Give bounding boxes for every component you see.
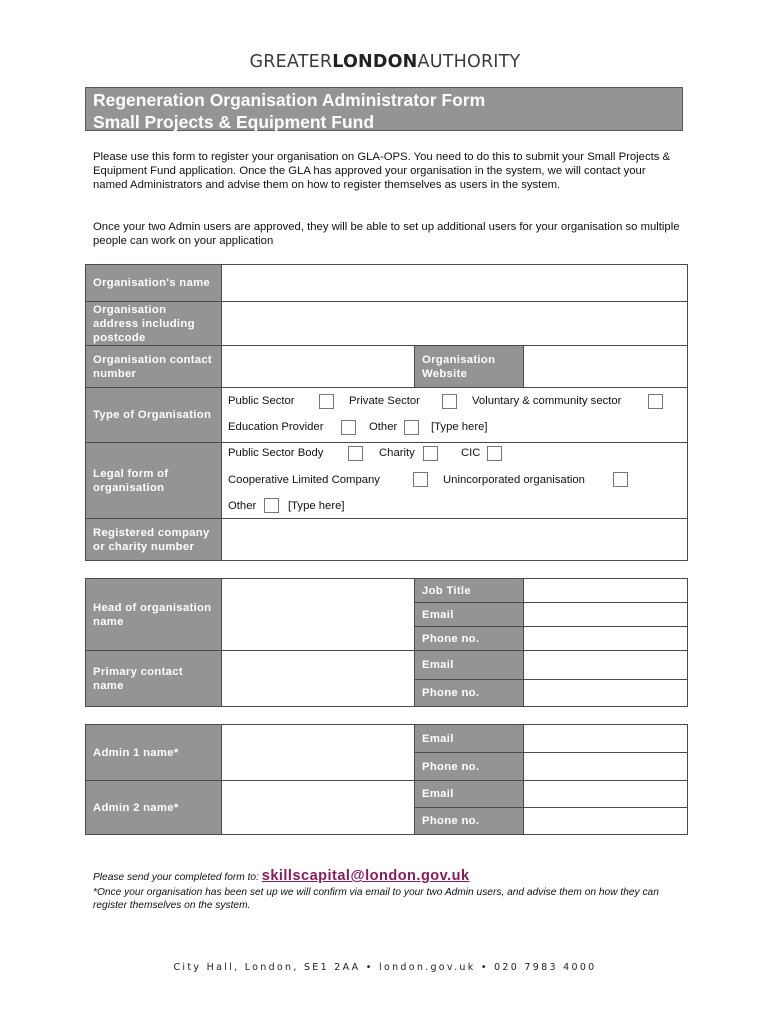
option-charity-label: Charity (379, 447, 415, 459)
admin1-name-label: Admin 1 name* (85, 724, 222, 781)
private-sector-checkbox[interactable] (442, 394, 457, 409)
contact-number-label: Organisation contact number (85, 345, 222, 388)
registered-number-field[interactable] (221, 518, 688, 561)
intro-paragraph-2: Once your two Admin users are approved, they will be able to set up additional users for your organisation so multiple people can work on your application (93, 221, 680, 247)
cooperative-checkbox[interactable] (413, 472, 428, 487)
website-label: Organisation Website (414, 345, 524, 388)
head-phone-label: Phone no. (414, 626, 524, 651)
intro-paragraph-1: Please use this form to register your organisation on GLA-OPS. You need to do this to submit your Small Projects & Equipment Fund application. Once the GLA has approved your organisation in the system, we will contact your named Administrators and advise them on how to register themselves as users in the system. (93, 151, 671, 191)
type-of-organisation-label: Type of Organisation (85, 387, 222, 443)
other-type-text-field[interactable]: [Type here] (431, 421, 488, 433)
admin1-phone-label: Phone no. (414, 752, 524, 781)
form-title (85, 87, 683, 131)
option-cic-label: CIC (461, 447, 481, 459)
voluntary-sector-checkbox[interactable] (648, 394, 663, 409)
option-other-type-label: Other (369, 421, 398, 433)
send-instructions (93, 868, 470, 884)
admin1-name-field[interactable] (221, 724, 415, 781)
public-sector-body-checkbox[interactable] (348, 446, 363, 461)
org-name-label: Organisation's name (85, 264, 222, 302)
form-title-line2: Small Projects & Equipment Fund (93, 112, 375, 132)
admin1-email-field[interactable] (523, 724, 688, 753)
admin2-name-field[interactable] (221, 780, 415, 835)
option-unincorporated-label: Unincorporated organisation (443, 474, 585, 486)
cic-checkbox[interactable] (487, 446, 502, 461)
head-of-organisation-label: Head of organisation name (85, 578, 222, 651)
admin2-email-label: Email (414, 780, 524, 808)
registered-number-label: Registered company or charity number (85, 518, 222, 561)
primary-email-field[interactable] (523, 650, 688, 680)
primary-contact-field[interactable] (221, 650, 415, 707)
option-other-legal-label: Other (228, 500, 257, 512)
education-provider-checkbox[interactable] (341, 420, 356, 435)
charity-checkbox[interactable] (423, 446, 438, 461)
footer-address: City Hall, London, SE1 2AA • london.gov.uk • 020 7983 4000 (173, 962, 597, 973)
head-email-label: Email (414, 602, 524, 627)
org-name-field[interactable] (221, 264, 688, 302)
admin2-phone-field[interactable] (523, 807, 688, 835)
form-title-line1: Regeneration Organisation Administrator Form (93, 90, 486, 110)
option-public-sector-label: Public Sector (228, 395, 295, 407)
head-email-field[interactable] (523, 602, 688, 627)
primary-phone-label: Phone no. (414, 679, 524, 707)
option-coop-label: Cooperative Limited Company (228, 474, 380, 486)
logo-text-greater: GREATER (249, 52, 333, 72)
job-title-label: Job Title (414, 578, 524, 603)
option-voluntary-label: Voluntary & community sector (472, 395, 622, 407)
other-type-checkbox[interactable] (404, 420, 419, 435)
head-phone-field[interactable] (523, 626, 688, 651)
option-education-label: Education Provider (228, 421, 324, 433)
primary-contact-label: Primary contact name (85, 650, 222, 707)
unincorporated-checkbox[interactable] (613, 472, 628, 487)
logo-text-authority: AUTHORITY (417, 52, 521, 72)
job-title-field[interactable] (523, 578, 688, 603)
logo-text-london: LONDON (332, 52, 418, 72)
head-of-organisation-field[interactable] (221, 578, 415, 651)
public-sector-checkbox[interactable] (319, 394, 334, 409)
legal-form-label: Legal form of organisation (85, 442, 222, 519)
primary-phone-field[interactable] (523, 679, 688, 707)
org-address-field[interactable] (221, 301, 688, 346)
option-private-sector-label: Private Sector (349, 395, 420, 407)
other-legal-checkbox[interactable] (264, 498, 279, 513)
admin2-name-label: Admin 2 name* (85, 780, 222, 835)
admin1-email-label: Email (414, 724, 524, 753)
admin2-email-field[interactable] (523, 780, 688, 808)
gla-logo (0, 52, 770, 72)
confirmation-note: *Once your organisation has been set up we will confirm via email to your two Admin users, and advise them on how they can register themselves on the system. (93, 887, 659, 911)
admin2-phone-label: Phone no. (414, 807, 524, 835)
org-address-label: Organisation address including postcode (85, 301, 222, 346)
other-legal-text-field[interactable]: [Type here] (288, 500, 345, 512)
admin1-phone-field[interactable] (523, 752, 688, 781)
primary-email-label: Email (414, 650, 524, 680)
send-text: Please send your completed form to: (93, 872, 262, 883)
submission-email-link[interactable]: skillscapital@london.gov.uk (261, 868, 470, 884)
contact-number-field[interactable] (221, 345, 415, 388)
option-public-body-label: Public Sector Body (228, 447, 324, 459)
website-field[interactable] (523, 345, 688, 388)
